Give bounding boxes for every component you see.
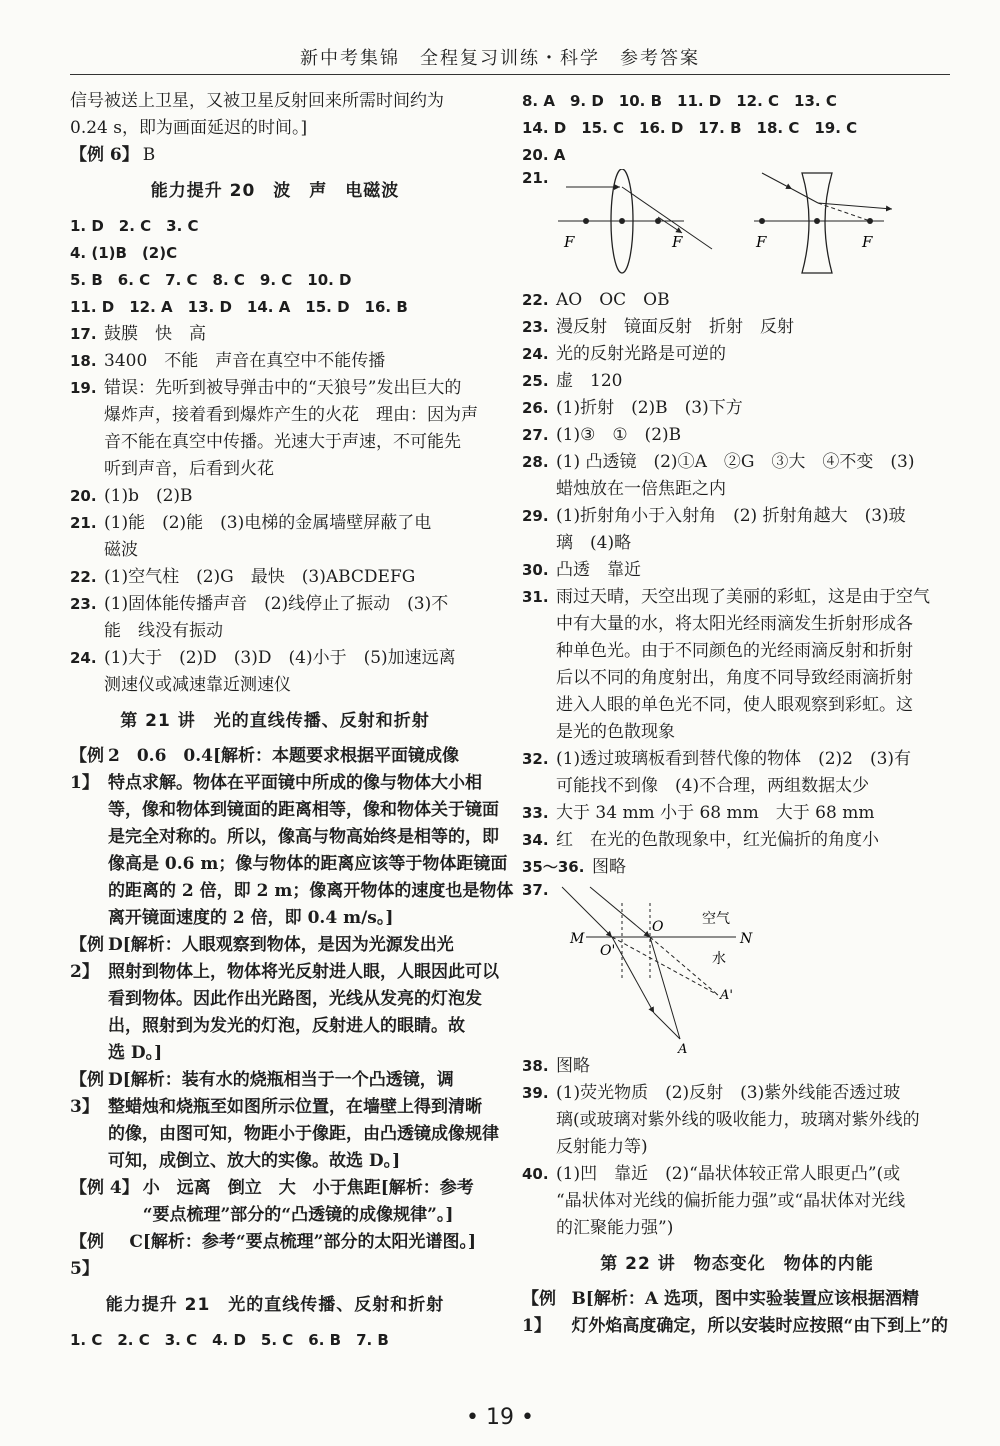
text-line: 反射能力等) [556, 1137, 648, 1157]
answer-item [522, 854, 952, 881]
text-line: 等，像和物体到镜面的距离相等，像和物体关于镜面 [108, 800, 499, 820]
answer-item [522, 557, 952, 584]
text-line: 进入人眼的单色光不同，使人眼观察到彩虹。这 [556, 695, 913, 715]
focus-label: F [564, 233, 575, 251]
item-text [108, 743, 513, 932]
text-line: 图略 [556, 1056, 590, 1076]
example-item [522, 1286, 948, 1340]
text-line: (1)能 (2)能 (3)电梯的金属墙壁屏蔽了电 [104, 513, 432, 533]
text-line: 漫反射 镜面反射 折射 反射 [556, 317, 794, 337]
item-text [104, 375, 480, 483]
answer-item [70, 348, 480, 375]
label-air: 空气 [702, 911, 730, 927]
text-line: 种单色光。由于不同颜色的光经雨滴反射和折射 [556, 641, 913, 661]
item-text [104, 564, 480, 591]
text-line: 2 0.6 0.4[解析：本题要求根据平面镜成像 [108, 746, 460, 766]
item-text [104, 483, 480, 510]
item-text [556, 287, 952, 314]
answer-item [70, 510, 480, 564]
text-line: (1)荧光物质 (2)反射 (3)紫外线能否透过玻 [556, 1083, 901, 1103]
text-line: C[解析：参考“要点梳理”部分的太阳光谱图。] [129, 1232, 476, 1252]
item-number: 21. [522, 169, 549, 187]
text-line: 虚 120 [556, 371, 623, 391]
item-number: 20. [70, 487, 97, 505]
item-text [104, 321, 480, 348]
text-line: 鼓膜 快 高 [104, 324, 206, 344]
item-text [108, 1067, 499, 1175]
page-header: 新中考集锦 全程复习训练・科学 参考答案 [70, 44, 950, 75]
answer-item [522, 422, 952, 449]
section-title: 能力提升 20 波 声 电磁波 [150, 181, 400, 201]
text-line: (1)大于 (2)D (3)D (4)小于 (5)加速远离 [104, 648, 456, 668]
text-line: AO OC OB [556, 290, 670, 310]
text-line: (1)空气柱 (2)G 最快 (3)ABCDEFG [104, 567, 416, 587]
example-item [70, 1229, 476, 1283]
example-item [70, 743, 514, 932]
left-column [70, 88, 514, 1354]
text-line: 后以不同的角度射出，角度不同导致经雨滴折射 [556, 668, 913, 688]
text-line: 错误：先听到被导弹击中的“天狼号”发出巨大的 [104, 378, 462, 398]
text-line: (1) 凸透镜 (2)①A ②G ③大 ④不变 (3) [556, 452, 915, 472]
item-text [104, 645, 480, 699]
answer-item [70, 483, 480, 510]
text-line: 凸透 靠近 [556, 560, 641, 580]
item-text [556, 341, 952, 368]
example-tag: 【例 2】 [70, 935, 104, 982]
text-line: (1)折射 (2)B (3)下方 [556, 398, 743, 418]
focus-label: F [756, 233, 767, 251]
answer-item [70, 645, 480, 699]
item-number: 28. [522, 453, 549, 471]
text-line: B[解析：A 选项，图中实验装置应该根据酒精 [571, 1289, 919, 1309]
answer-item [70, 321, 480, 348]
example-tag: 【例 1】 [522, 1289, 556, 1336]
item-text [556, 584, 952, 746]
item-text [556, 827, 952, 854]
answer-item [522, 368, 952, 395]
text-line: 照射到物体上，物体将光反射进人眼，人眼因此可以 [108, 962, 499, 982]
example-tag: 【例 4】 [70, 1178, 139, 1198]
text-line: 小 远离 倒立 大 小于焦距[解析：参考 [142, 1178, 474, 1198]
focus-label: F [672, 233, 683, 251]
answer-item [70, 375, 480, 483]
item-text [556, 314, 952, 341]
item-text [556, 422, 952, 449]
text-line: 雨过天晴，天空出现了美丽的彩虹，这是由于空气 [556, 587, 930, 607]
item-number: 23. [70, 595, 97, 613]
answer-line: 1. C 2. C 3. C 4. D 5. C 6. B 7. B [70, 1331, 389, 1349]
item-text [104, 510, 480, 564]
answer-item [522, 584, 952, 746]
item-number: 26. [522, 399, 549, 417]
item-number: 34. [522, 831, 549, 849]
text-line: 中有大量的水，将太阳光经雨滴发生折射形成各 [556, 614, 913, 634]
focus-label: F [862, 233, 873, 251]
answer-item [522, 1161, 952, 1242]
answer-line: 5. B 6. C 7. C 8. C 9. C 10. D [70, 271, 352, 289]
item-number: 24. [70, 649, 97, 667]
label-n: N [740, 931, 753, 947]
answer-item [522, 449, 952, 503]
label-o-prime: O' [600, 943, 616, 959]
item-number: 32. [522, 750, 549, 768]
item-text [556, 503, 952, 557]
text-line: 看到物体。因此作出光路图，光线从发亮的灯泡发 [108, 989, 482, 1009]
item-number: 21. [70, 514, 97, 532]
lens-ray-diagram [522, 169, 952, 287]
answer-line: 11. D 12. A 13. D 14. A 15. D 16. B [70, 298, 408, 316]
answer-item [522, 314, 952, 341]
text-line: 0.24 s，即为画面延迟的时间。] [70, 118, 308, 138]
item-text [556, 800, 952, 827]
text-line: 特点求解。物体在平面镜中所成的像与物体大小相 [108, 773, 482, 793]
answer-item [522, 287, 952, 314]
item-text [104, 348, 480, 375]
answer-line: 20. A [522, 146, 566, 164]
answer-item [522, 395, 952, 422]
example-tag: 【例 1】 [70, 746, 104, 793]
answer-line: 14. D 15. C 16. D 17. B 18. C 19. C [522, 119, 858, 137]
answer-line: 4. (1)B (2)C [70, 244, 178, 262]
item-text [592, 854, 952, 881]
refraction-diagram-37 [522, 881, 952, 1053]
section-title: 第 21 讲 光的直线传播、反射和折射 [120, 711, 430, 731]
right-column [522, 88, 952, 1340]
text-line: 整蜡烛和烧瓶至如图所示位置，在墙壁上得到清晰 [108, 1097, 482, 1117]
label-a: A [678, 1042, 688, 1053]
item-number: 29. [522, 507, 549, 525]
item-number: 22. [522, 291, 549, 309]
section-title: 第 22 讲 物态变化 物体的内能 [600, 1254, 874, 1274]
text-line: (1)b (2)B [104, 486, 193, 506]
text-line: 璃(或玻璃对紫外线的吸收能力，玻璃对紫外线的 [556, 1110, 920, 1130]
text-line: 的像，由图可知，物距小于像距，由凸透镜成像规律 [108, 1124, 499, 1144]
item-text [556, 746, 952, 800]
item-number: 23. [522, 318, 549, 336]
item-text [556, 557, 952, 584]
label-o: O [652, 919, 664, 935]
item-number: 27. [522, 426, 549, 444]
item-text [556, 1161, 952, 1242]
example-tag: 【例 3】 [70, 1070, 104, 1117]
text-line: (1)③ ① (2)B [556, 425, 682, 445]
label-m: M [570, 931, 585, 947]
lens-diagram-21 [522, 169, 952, 287]
text-line: 能 线没有振动 [104, 621, 223, 641]
text-line: 出，照射到为发光的灯泡，反射进人的眼睛。故 [108, 1016, 465, 1036]
page-number: • 19 • [466, 1405, 534, 1430]
text-line: 爆炸声，接着看到爆炸产生的火花 理由：因为声 [104, 405, 478, 425]
item-text [556, 368, 952, 395]
text-line: D[解析：人眼观察到物体，是因为光源发出光 [108, 935, 454, 955]
section-title: 能力提升 21 光的直线传播、反射和折射 [105, 1295, 445, 1315]
text-line: 测速仪或减速靠近测速仪 [104, 675, 291, 695]
text-line: 是完全对称的。所以，像高与物高始终是相等的，即 [108, 827, 499, 847]
text-line: 灯外焰高度确定，所以安装时应按照“由下到上”的 [571, 1316, 948, 1336]
text-line: (1)固体能传播声音 (2)线停止了振动 (3)不 [104, 594, 449, 614]
answer-item [522, 746, 952, 800]
item-text [129, 1229, 476, 1283]
answer-line: 8. A 9. D 10. B 11. D 12. C 13. C [522, 92, 837, 110]
text-line: 信号被送上卫星，又被卫星反射回来所需时间约为 [70, 91, 444, 111]
answer-item [522, 503, 952, 557]
text-line: “要点梳理”部分的“凸透镜的成像规律”。] [142, 1205, 454, 1225]
answer-item [70, 564, 480, 591]
text-line: 选 D。] [108, 1043, 163, 1063]
text-line: 图略 [592, 857, 626, 877]
item-text [571, 1286, 948, 1340]
answer-item [522, 827, 952, 854]
text-line: (1)折射角小于入射角 (2) 折射角越大 (3)玻 [556, 506, 906, 526]
item-number: 38. [522, 1057, 549, 1075]
item-text [556, 449, 952, 503]
item-number: 39. [522, 1084, 549, 1102]
item-number: 35～36. [522, 858, 585, 876]
label-water: 水 [712, 951, 726, 967]
item-number: 37. [522, 881, 549, 899]
refraction-ray-diagram [522, 881, 952, 1053]
item-number: 33. [522, 804, 549, 822]
text-line: “晶状体对光线的偏折能力强”或“晶状体对光线 [556, 1191, 906, 1211]
item-number: 18. [70, 352, 97, 370]
item-number: 31. [522, 588, 549, 606]
item-number: 24. [522, 345, 549, 363]
text-line: 听到声音，后看到火花 [104, 459, 274, 479]
text-line: (1)凹 靠近 (2)“晶状体较正常人眼更凸”(或 [556, 1164, 901, 1184]
item-number: 22. [70, 568, 97, 586]
example-6: 【例 6】 B [70, 145, 156, 165]
item-number: 30. [522, 561, 549, 579]
item-number: 19. [70, 379, 97, 397]
text-line: 光的反射光路是可逆的 [556, 344, 726, 364]
example-item [70, 1067, 499, 1175]
text-line: 是光的色散现象 [556, 722, 675, 742]
text-line: 红 在光的色散现象中，红光偏折的角度小 [556, 830, 879, 850]
text-line: (1)透过玻璃板看到替代像的物体 (2)2 (3)有 [556, 749, 912, 769]
text-line: 蜡烛放在一倍焦距之内 [556, 479, 726, 499]
answer-line: 1. D 2. C 3. C [70, 217, 199, 235]
text-line: 音不能在真空中传播。光速大于声速，不可能先 [104, 432, 461, 452]
text-line: 像高是 0.6 m；像与物体的距离应该等于物体距镜面 [108, 854, 508, 874]
text-line: 磁波 [104, 540, 138, 560]
text-line: 的汇聚能力强”) [556, 1218, 674, 1238]
item-number: 40. [522, 1165, 549, 1183]
item-text [104, 591, 480, 645]
answer-item [70, 591, 480, 645]
item-number: 25. [522, 372, 549, 390]
item-text [108, 932, 499, 1067]
example-item [70, 932, 499, 1067]
answer-item [522, 800, 952, 827]
item-text [556, 1053, 952, 1080]
text-line: 大于 34 mm 小于 68 mm 大于 68 mm [556, 803, 875, 823]
text-line: 可能找不到像 (4)不合理，两组数据太少 [556, 776, 870, 796]
text-line: 可知，成倒立、放大的实像。故选 D。] [108, 1151, 401, 1171]
example-item [70, 1175, 476, 1229]
item-text [556, 1080, 952, 1161]
item-text [143, 1175, 476, 1229]
example-tag: 【例 5】 [70, 1232, 104, 1279]
text-line: 3400 不能 声音在真空中不能传播 [104, 351, 386, 371]
text-line: D[解析：装有水的烧瓶相当于一个凸透镜，调 [108, 1070, 454, 1090]
item-text [556, 395, 952, 422]
text-line: 的距离的 2 倍，即 2 m；像离开物体的速度也是物体 [108, 881, 514, 901]
answer-item [522, 341, 952, 368]
answer-item [522, 1053, 952, 1080]
label-a-prime: A' [720, 988, 733, 1003]
answer-item [522, 1080, 952, 1161]
item-number: 17. [70, 325, 97, 343]
text-line: 璃 (4)略 [556, 533, 632, 553]
text-line: 离开镜面速度的 2 倍，即 0.4 m/s。] [108, 908, 394, 928]
